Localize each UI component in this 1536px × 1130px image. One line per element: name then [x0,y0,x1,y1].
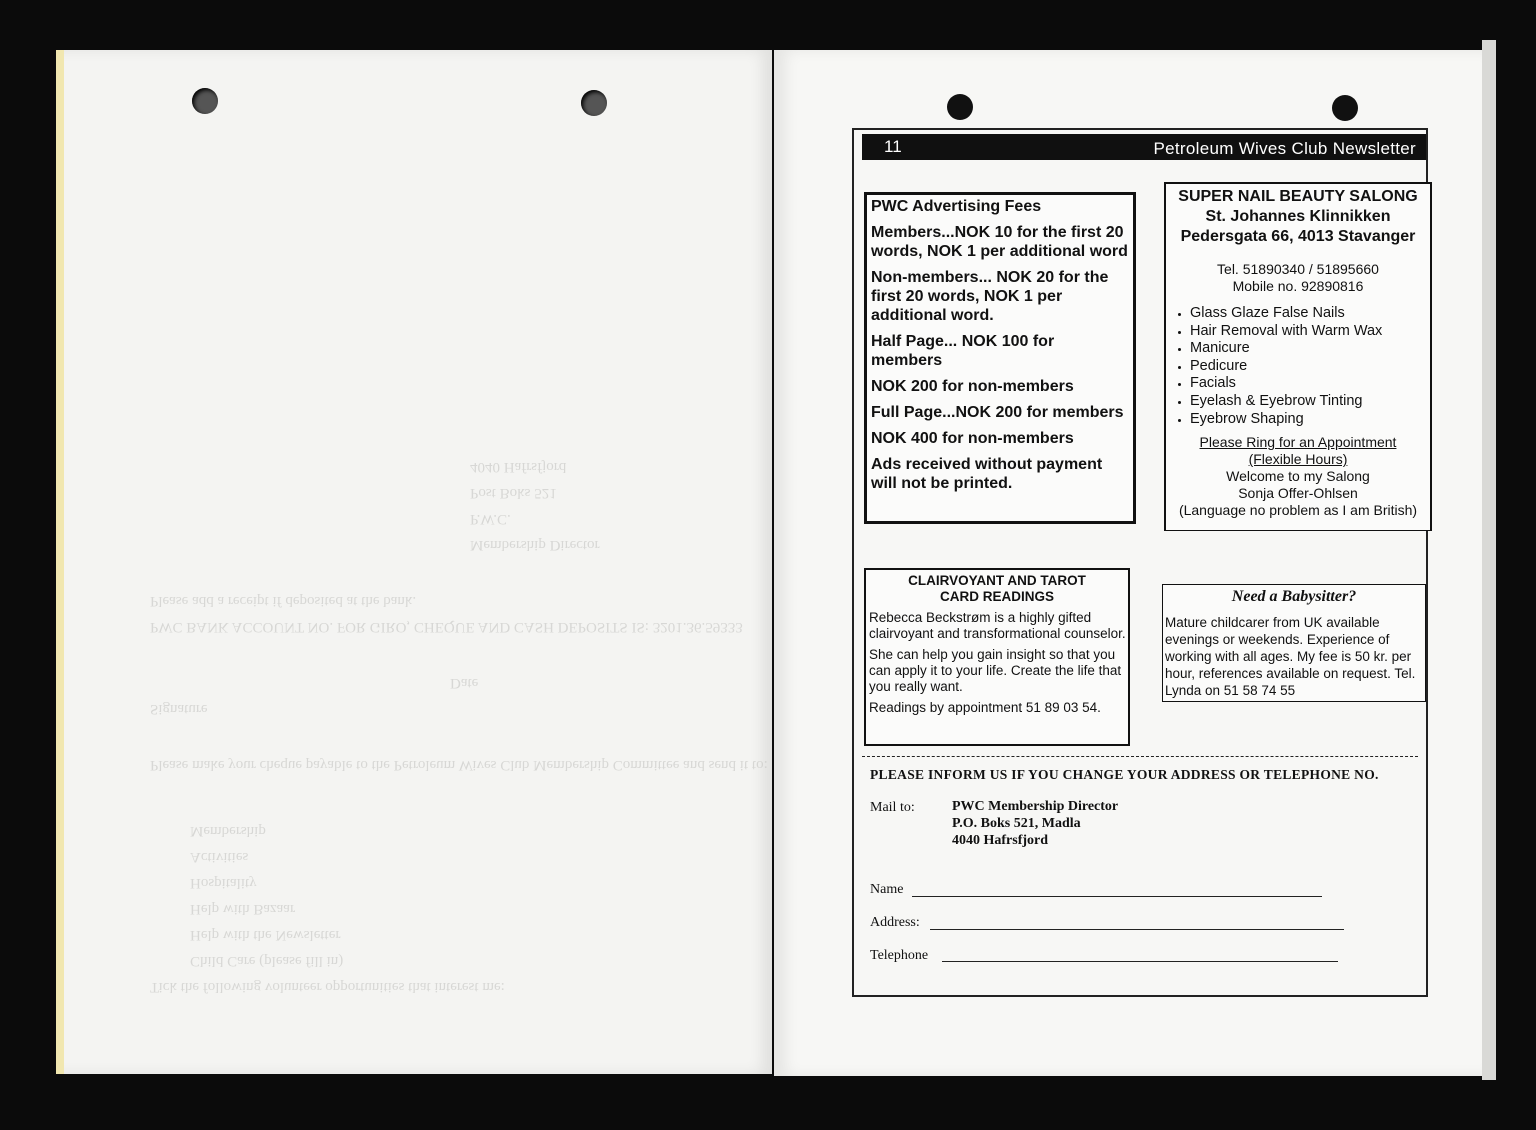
address-line-2: P.O. Boks 521, Madla [952,816,1081,831]
fees-full-page: Full Page...NOK 200 for members [871,404,1124,421]
clairvoyant-heading-2: CARD READINGS [939,589,1054,604]
bleed-line: Date [450,675,479,691]
fees-heading: PWC Advertising Fees [871,198,1042,215]
bleed-line: Tick the following volunteer opportunities that interest me: [150,979,505,995]
list-item: • Glass Glaze False Nails [1190,305,1430,323]
cut-line [862,756,1418,757]
punch-hole-right-2 [1332,95,1358,121]
salon-hours: (Flexible Hours) [1248,451,1348,468]
punch-hole-left-1 [192,88,218,114]
fees-half-page-non: NOK 200 for non-members [871,378,1074,395]
clairvoyant-p3: Readings by appointment 51 89 03 54. [869,700,1101,715]
clairvoyant-p1: Rebecca Beckstrøm is a highly gifted clairvoyant and transformational counselor. [869,610,1126,641]
salon-language: (Language no problem as I am British) [1178,502,1418,519]
bleed-line: Hospitality [190,875,257,891]
salon-welcome: Welcome to my Salong [1226,468,1370,485]
bleed-line: Please add a receipt if deposited at the bank. [150,593,417,609]
salon-location: St. Johannes Klinnikken [1205,208,1391,225]
list-item: • Eyelash & Eyebrow Tinting [1190,393,1430,411]
fees-non-members: Non-members... NOK 20 for the first 20 words, NOK 1 per additional word. [871,269,1109,324]
bleed-line: P.W.C. [470,511,511,527]
newsletter-page [852,128,1428,997]
bleed-line: Membership [190,823,266,839]
salon-mobile: Mobile no. 92890816 [1232,278,1364,294]
bleed-line: PWC BANK ACCOUNT NO. FOR GIRO, CHEQUE AND CASH DEPOSITS IS: 3201.36.59333 [150,619,743,635]
list-item: • Eyebrow Shaping [1190,411,1430,429]
bleed-line: 4040 Hafrsfjord [470,459,567,475]
punch-hole-left-2 [581,90,607,116]
bleed-line: Please make your cheque payable to the Petroleum Wives Club Membership Committee and send it to: [150,757,768,773]
telephone-label: Telephone [870,948,929,963]
telephone-field[interactable] [942,961,1338,962]
newsletter-header [862,134,1426,160]
address-line-3: 4040 Hafrsfjord [952,833,1049,848]
list-item: • Hair Removal with Warm Wax [1190,323,1430,341]
salon-owner: Sonja Offer-Ohlsen [1238,485,1358,502]
list-item: • Manicure [1190,340,1430,358]
clairvoyant-heading-1: CLAIRVOYANT AND TAROT [908,573,1086,588]
clairvoyant-ad [864,568,1130,746]
name-field[interactable] [912,896,1322,897]
list-item: • Pedicure [1190,358,1430,376]
left-page-edge [56,50,64,1074]
list-item: • Facials [1190,375,1430,393]
fees-notice: Ads received without payment will not be printed. [871,456,1103,492]
mail-to-label: Mail to: [870,800,915,815]
address-label: Address: [870,915,920,930]
fees-full-page-non: NOK 400 for non-members [871,430,1074,447]
right-page-edge [1482,40,1496,1080]
left-page-bleed-through [150,170,770,1000]
mail-address [952,798,1118,849]
bleed-line: Membership Director [470,537,600,553]
newsletter-title: Petroleum Wives Club Newsletter [1153,139,1416,158]
clairvoyant-p2: She can help you gain insight so that you can apply it to your life. Create the life that you really want. [869,647,1122,694]
advertising-fees-box [864,192,1136,524]
salon-services-list [1166,305,1430,428]
inform-notice: PLEASE INFORM US IF YOU CHANGE YOUR ADDRESS OR TELEPHONE NO. [870,767,1379,782]
salon-name: SUPER NAIL BEAUTY SALONG [1178,188,1418,205]
punch-hole-right-1 [947,94,973,120]
bleed-line: Help with Bazaar [190,901,295,917]
bleed-line: Signature [150,701,208,717]
address-field[interactable] [930,929,1344,930]
bleed-line: Child Care (please fill in) [190,953,344,969]
nail-salon-ad [1164,182,1432,531]
fees-members: Members...NOK 10 for the first 20 words, NOK 1 per additional word [871,224,1128,260]
bleed-line: Help with the Newsletter [190,927,341,943]
babysitter-body: Mature childcarer from UK available evenings or weekends. Experience of working with all ages. My fee is 50 kr. per hour, references available on request. Tel. Lynda on 51 58 74 55 [1165,615,1416,698]
salon-tel: Tel. 51890340 / 51895660 [1217,261,1379,277]
name-label: Name [870,882,904,897]
bleed-line: Post Boks 521 [470,485,557,501]
salon-address: Pedersgata 66, 4013 Stavanger [1180,228,1416,245]
page-number: 11 [884,137,902,156]
babysitter-heading: Need a Babysitter? [1231,588,1357,605]
address-line-1: PWC Membership Director [952,799,1119,814]
fees-half-page: Half Page... NOK 100 for members [871,333,1055,369]
salon-ring: Please Ring for an Appointment [1199,434,1397,451]
bleed-line: Activities [190,849,249,865]
babysitter-ad [1162,584,1426,702]
